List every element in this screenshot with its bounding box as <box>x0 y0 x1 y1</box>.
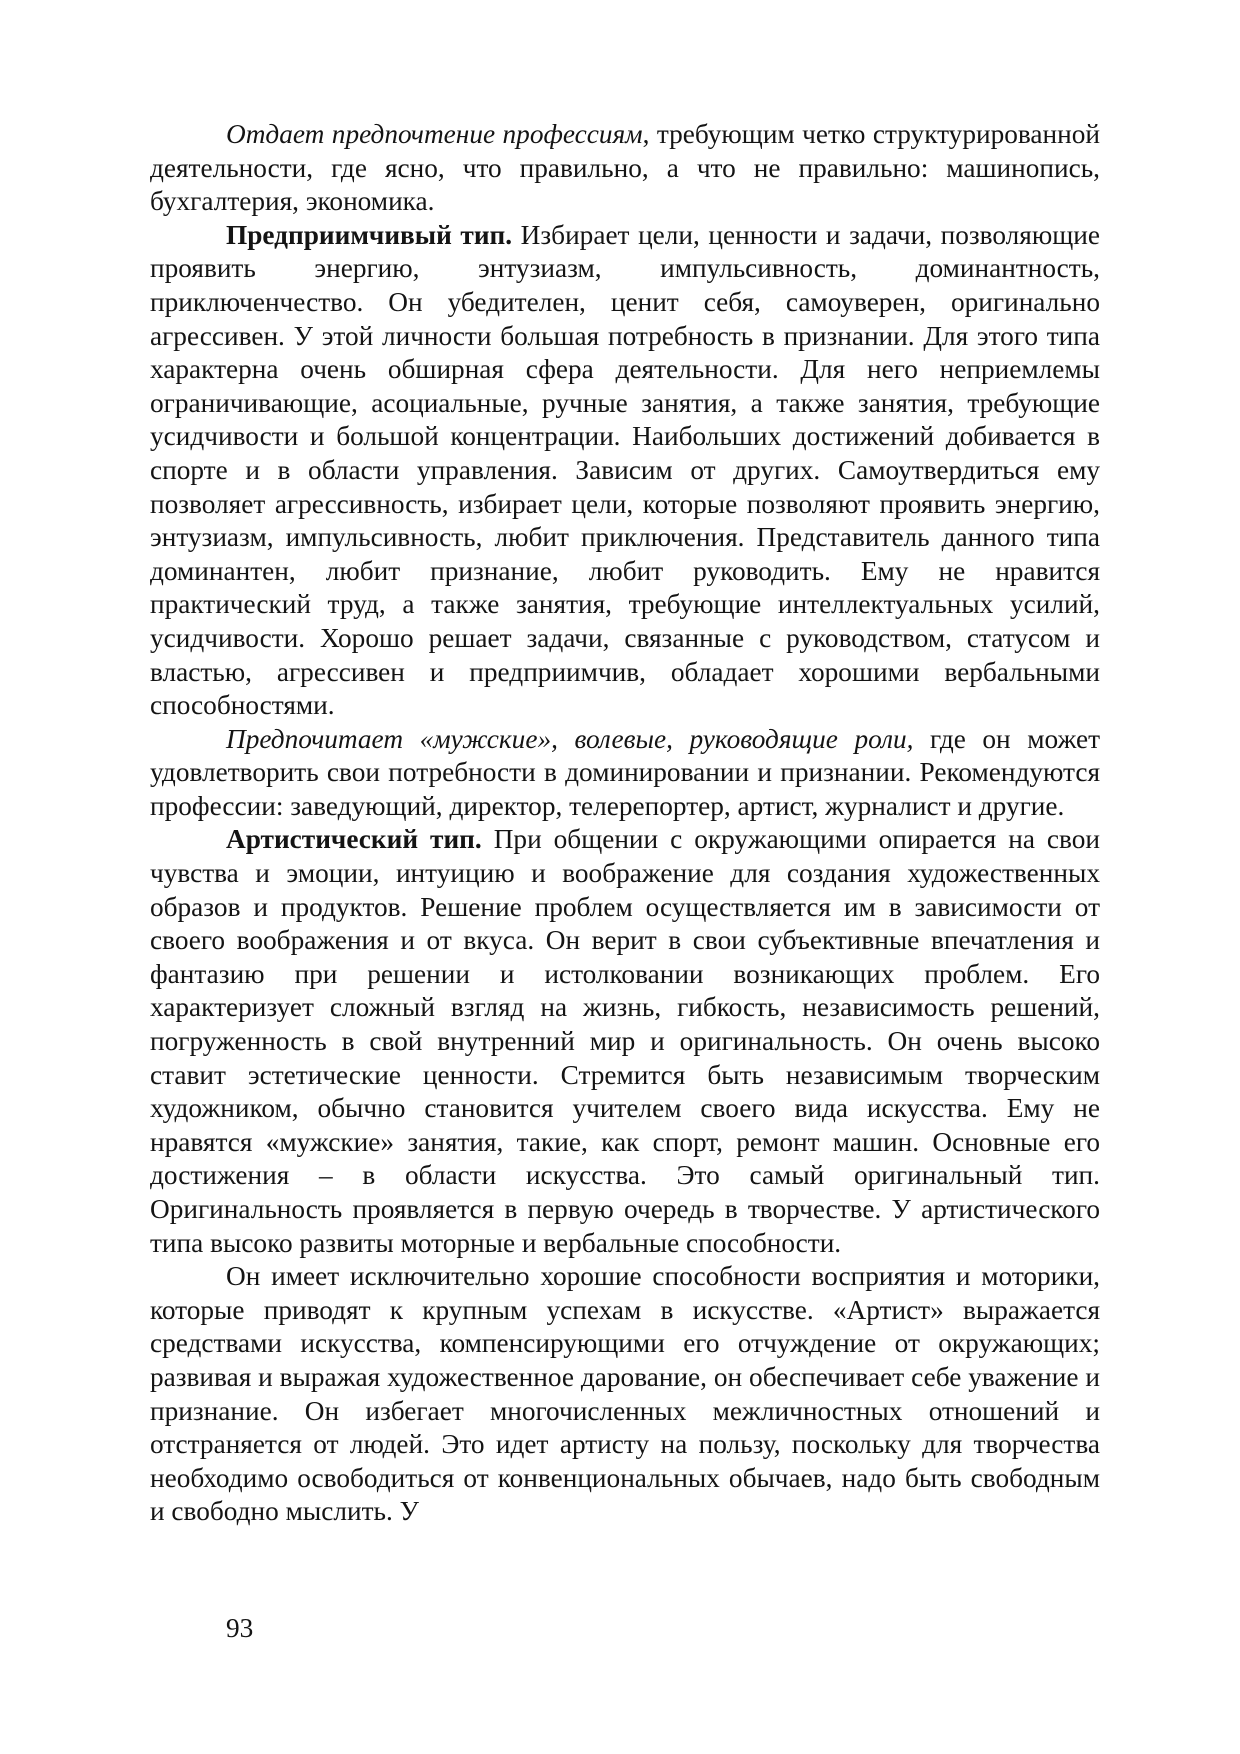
page-number: 93 <box>226 1613 254 1643</box>
bold-heading-enterprising: Предприимчивый тип. <box>226 219 513 250</box>
paragraph-enterprising-roles <box>150 723 1100 824</box>
paragraph-text: При общении с окружающими опирается на свои чувства и эмоции, интуицию и воображение для создания художественных образов и продуктов. Решение проблем осуществляется им в зависимости от своего воображения и от вкуса. Он верит в свои субъективные впечатления и фантазию при решении и истолковании возникающих проблем. Его характеризует сложный взгляд на жизнь, гибкость, независимость решений, погруженность в свой внутренний мир и оригинальность. Он очень высоко ставит эстетические ценности. Стремится быть независимым творческим художником, обычно становится учителем своего вида искусства. Ему не нравятся «мужские» занятия, такие, как спорт, ремонт машин. Основные его достижения – в области искусства. Это самый оригинальный тип. Оригинальность проявляется в первую очередь в творчестве. У артистического типа высоко развиты моторные и вербальные способности. <box>150 824 1100 1258</box>
document-page <box>150 118 1100 1529</box>
italic-lead-phrase: Предпочитает «мужские», волевые, руководящие роли, <box>226 723 914 754</box>
paragraph-text: где он может удовлетворить свои потребности в доминировании и признании. Рекомендуются профессии: заведующий, директор, телерепортер, артист, журналист и другие. <box>150 723 1101 821</box>
bold-heading-artistic: Артистический тип. <box>226 824 482 855</box>
paragraph-artistic-perception <box>150 1260 1100 1529</box>
paragraph-artistic-type <box>150 823 1100 1260</box>
paragraph-conventional-professions <box>150 118 1100 219</box>
paragraph-text: Он имеет исключительно хорошие способности восприятия и моторики, которые приводят к крупным успехам в искусстве. «Артист» выражается средствами искусства, компенсирующими его отчуждение от окружающих; развивая и выражая художественное дарование, он обеспечивает себе уважение и признание. Он избегает многочисленных межличностных отношений и отстраняется от людей. Это идет артисту на пользу, поскольку для творчества необходимо освободиться от конвенциональных обычаев, надо быть свободным и свободно мыслить. У <box>150 1261 1100 1527</box>
paragraph-enterprising-type <box>150 219 1100 723</box>
paragraph-text: Избирает цели, ценности и задачи, позволяющие проявить энергию, энтузиазм, импульсивность, доминантность, приключенчество. Он убедителен, ценит себя, самоуверен, оригинально агрессивен. У этой личности большая потребность в признании. Для этого типа характерна очень обширная сфера деятельности. Для него неприемлемы ограничивающие, асоциальные, ручные занятия, а также занятия, требующие усидчивости и большой концентрации. Наибольших достижений добивается в спорте и в области управления. Зависим от других. Самоутвердиться ему позволяет агрессивность, избирает цели, которые позволяют проявить энергию, энтузиазм, импульсивность, любит приключения. Представитель данного типа доминантен, любит признание, любит руководить. Ему не нравится практический труд, а также занятия, требующие интеллектуальных усилий, усидчивости. Хорошо решает задачи, связанные с руководством, статусом и властью, агрессивен и предприимчив, обладает хорошими вербальными способностями. <box>150 219 1100 721</box>
italic-lead-phrase: Отдает предпочтение профессиям <box>226 119 643 149</box>
paragraph-text: , требующим четко структурированной деятельности, где ясно, что правильно, а что не правильно: машинопись, бухгалтерия, экономика. <box>150 119 1100 217</box>
